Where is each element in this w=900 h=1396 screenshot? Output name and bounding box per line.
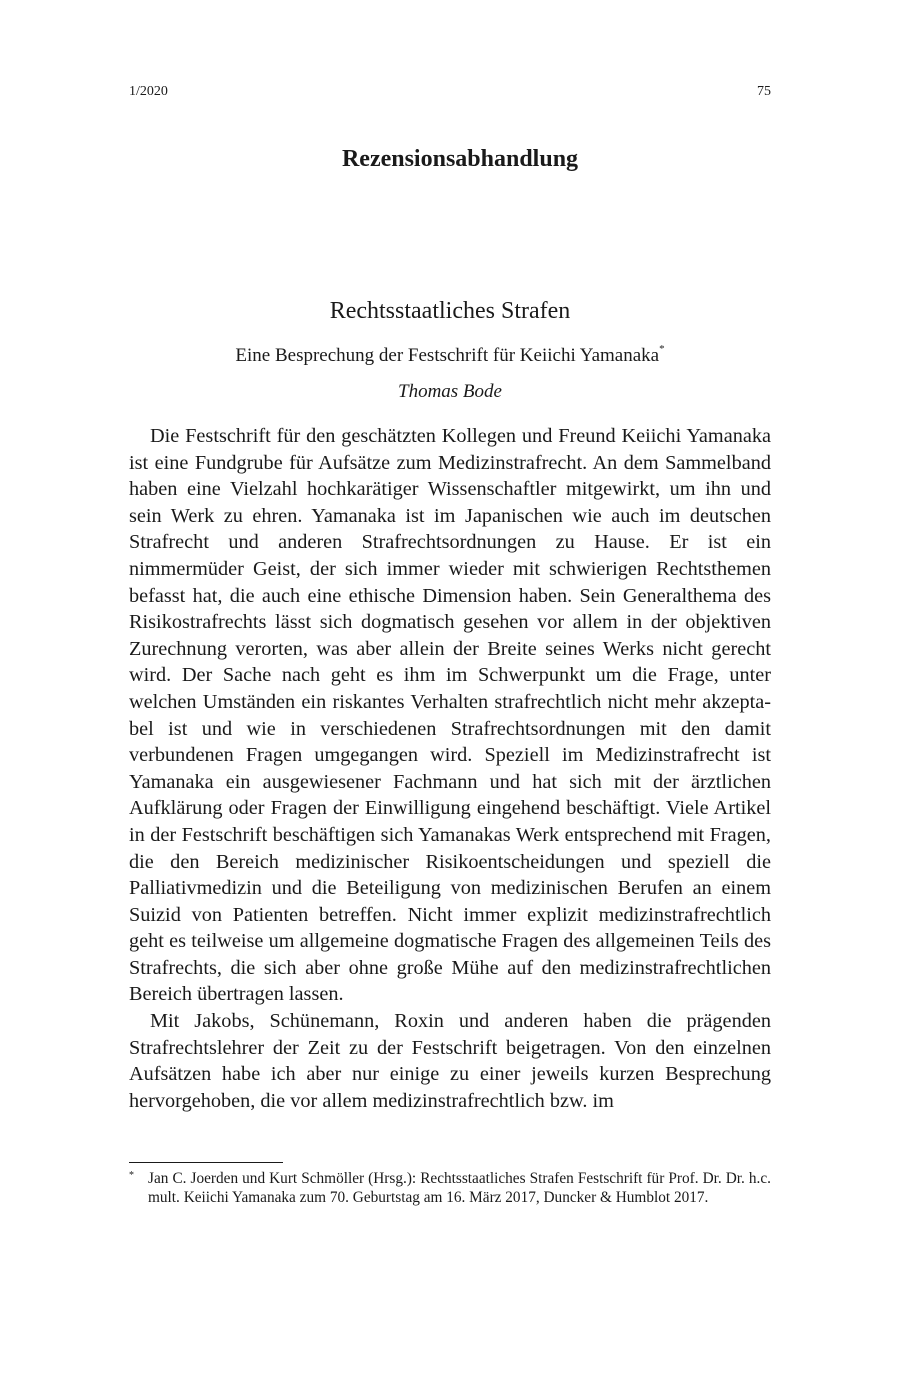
footnote bbox=[129, 1170, 771, 1207]
body-paragraph: Mit Jakobs, Schünemann, Roxin und anderen haben die prägenden Strafrechtslehrer der Zeit zu der Festschrift beigetragen. Von den einzelnen Aufsätzen habe ich aber nur einige zu einer jeweils kurzen Besprechung hervorgehoben, die vor allem medizinstrafrechtlich bzw. im bbox=[129, 1010, 771, 1112]
footnote-text: Jan C. Joerden und Kurt Schmöller (Hrsg.): Rechtsstaatliches Strafen Festschrift für Prof. Dr. Dr. h.c. mult. Keiichi Yamanaka zum 70. Geburtstag am 16. März 2017, Duncker & Humblot 2017. bbox=[148, 1170, 771, 1206]
issue-number: 1/2020 bbox=[129, 84, 168, 99]
article-title: Rechtsstaatliches Strafen bbox=[329, 298, 571, 324]
footnote-divider bbox=[129, 1162, 283, 1163]
article-body bbox=[129, 423, 771, 1114]
body-paragraph: Die Festschrift für den geschätzten Kollegen und Freund Keiichi Yamanaka ist eine Fundgrube für Aufsätze zum Medizinstrafrecht. An dem Sammelband haben eine Vielzahl hochkarätiger Wissenschaftler mitgewirkt, um ihn und sein Werk zu ehren. Yamanaka ist im Japanischen wie auch im deutschen Strafrecht und anderen Strafrechtsordnungen zu Hause. Er ist ein nimmermüder Geist, der sich immer wieder mit schwierigen Rechtsthemen befasst hat, die auch eine ethische Dimension haben. Sein Generalthema des Risikostrafrechts lässt sich dogmatisch gesehen vor allem in der objektiven Zurechnung verorten, was aber allein der Breite seines Werks nicht gerecht wird. Der Sache nach geht es ihm im Schwerpunkt um die Frage, unter welchen Umständen ein riskantes Verhalten strafrechtlich nicht mehr akzeptabel ist und wie in verschiedenen Strafrechtsordnungen mit den damit verbundenen Fragen umgegangen wird. Speziell im Medizinstrafrecht ist Yamanaka ein ausgewiesener Fachmann und hat sich mit der ärztlichen Aufklärung oder Fragen der Einwilligung eingehend beschäftigt. Viele Artikel in der Festschrift beschäftigen sich Yamanakas Werk entsprechend mit Fragen, die den Bereich medizinischer Risikoentscheidungen und speziell die Palliativmedizin und die Beteiligung von medizinischen Berufen an einem Suizid von Patienten betreffen. Nicht immer explizit medizinstrafrechtlich geht es teilweise um allgemeine dogmatische Fragen des allgemeinen Teils des Strafrechts, die sich aber ohne große Mühe auf den medizinstrafrechtlichen Bereich übertragen lassen. bbox=[129, 425, 771, 1006]
footnote-reference-marker[interactable]: * bbox=[659, 343, 665, 355]
page-number: 75 bbox=[757, 84, 771, 99]
running-head bbox=[129, 84, 771, 104]
article-subtitle-text: Eine Besprechung der Festschrift für Keiichi Yamanaka bbox=[235, 345, 660, 366]
article-author: Thomas Bode bbox=[398, 381, 502, 402]
article-subtitle bbox=[0, 345, 900, 367]
footnote-marker: * bbox=[129, 1170, 134, 1181]
section-title: Rezensionsabhandlung bbox=[341, 146, 579, 172]
